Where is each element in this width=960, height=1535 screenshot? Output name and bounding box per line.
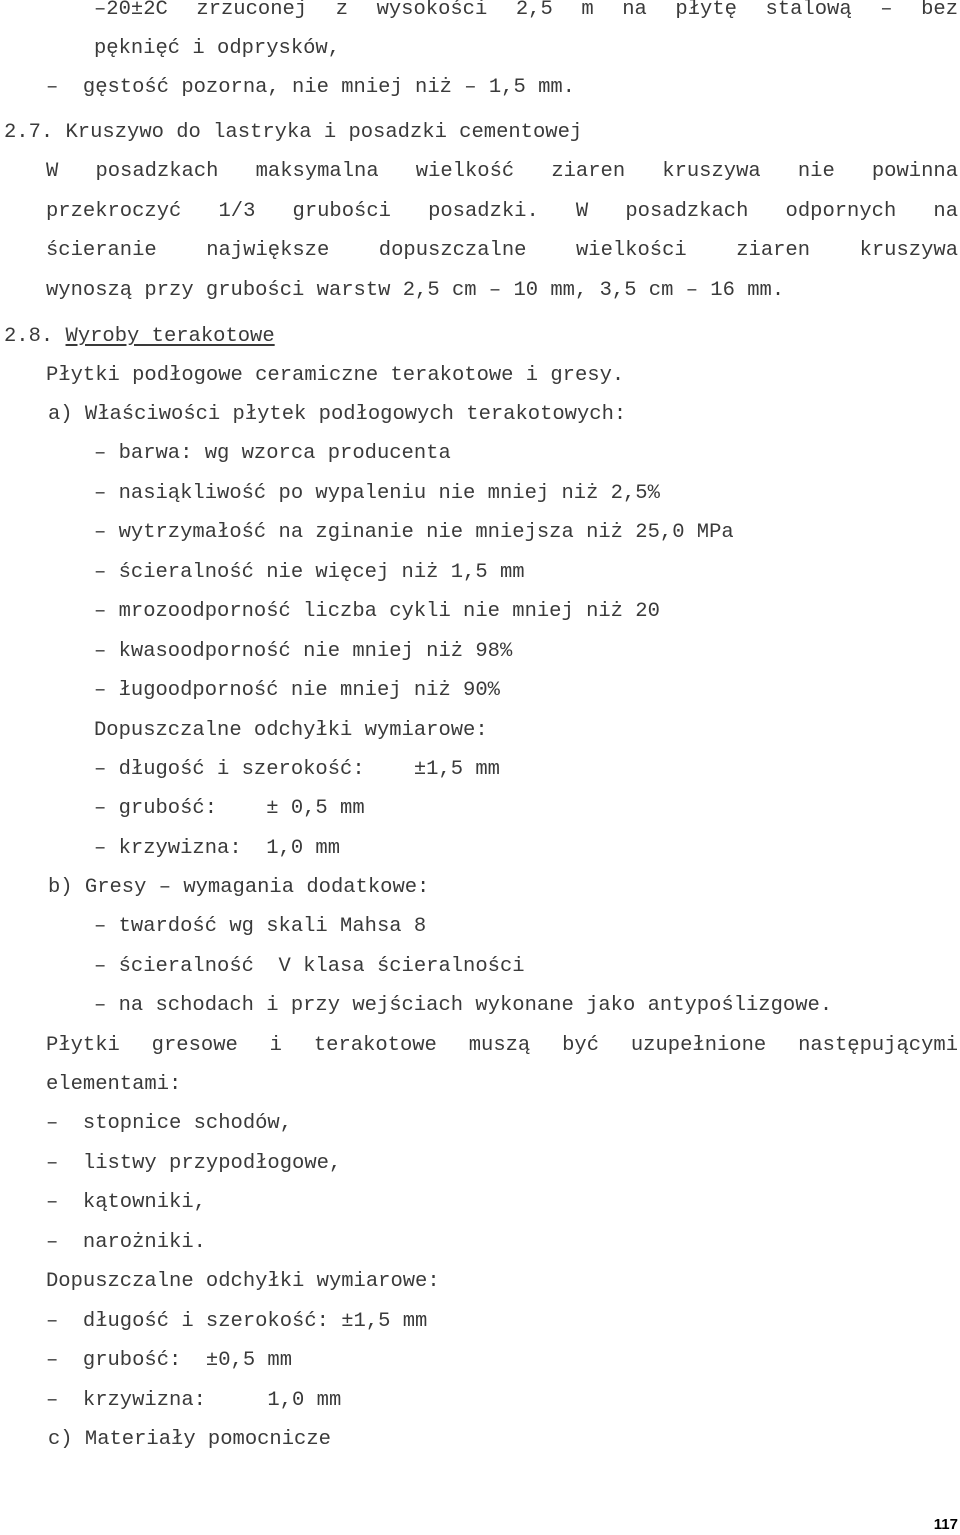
b-item: – ścieralność V klasa ścieralności [94,955,525,978]
elements-item: – stopnice schodów, [46,1112,293,1135]
section-2-8-heading [4,325,275,349]
b-item: – na schodach i przy wejściach wykonane jako antypoślizgowe. [94,994,833,1017]
a-item: – wytrzymałość na zginanie nie mniejsza niż 25,0 MPa [94,521,734,544]
b-title: b) Gresy – wymagania dodatkowe: [48,876,430,899]
page-number: 117 [933,1516,958,1533]
tolerances-title: Dopuszczalne odchyłki wymiarowe: [46,1270,440,1293]
section-2-8-title: Wyroby terakotowe [65,325,275,348]
prev-line-2: pęknięć i odprysków, [94,37,341,60]
a-item: – ścieralność nie więcej niż 1,5 mm [94,561,525,584]
c-title: c) Materiały pomocnicze [48,1428,331,1451]
elements-item: – narożniki. [46,1231,206,1254]
a-item: – ługoodporność nie mniej niż 90% [94,679,500,702]
section-2-7-line-3: ścieranie największe dopuszczalne wielkości ziaren kruszywa [46,239,958,262]
a-tolerance-item: – grubość: ± 0,5 mm [94,797,365,820]
elements-item: – kątowniki, [46,1191,206,1214]
a-tolerances-title: Dopuszczalne odchyłki wymiarowe: [94,719,488,742]
a-item: – nasiąkliwość po wypaleniu nie mniej niż 2,5% [94,482,660,505]
a-tolerance-item: – krzywizna: 1,0 mm [94,837,341,860]
section-2-8-intro: Płytki podłogowe ceramiczne terakotowe i gresy. [46,364,625,387]
section-2-7-line-4: wynoszą przy grubości warstw 2,5 cm – 10 mm, 3,5 cm – 16 mm. [46,279,785,302]
prev-line-3: – gęstość pozorna, nie mniej niż – 1,5 mm. [46,76,575,99]
elements-line-1: Płytki gresowe i terakotowe muszą być uzupełnione następującymi [46,1034,958,1057]
a-item: – barwa: wg wzorca producenta [94,442,451,465]
elements-line-2: elementami: [46,1073,182,1096]
tolerance-item: – długość i szerokość: ±1,5 mm [46,1310,428,1333]
tolerance-item: – krzywizna: 1,0 mm [46,1389,342,1412]
prev-line-1: –20±2C zrzuconej z wysokości 2,5 m na płytę stalową – bez [94,0,958,21]
a-title: a) Właściwości płytek podłogowych terakotowych: [48,403,627,426]
elements-item: – listwy przypodłogowe, [46,1152,342,1175]
b-item: – twardość wg skali Mahsa 8 [94,915,427,938]
a-item: – kwasoodporność nie mniej niż 98% [94,640,513,663]
section-2-7-heading: 2.7. Kruszywo do lastryka i posadzki cementowej [4,121,583,144]
section-2-7-line-1: W posadzkach maksymalna wielkość ziaren kruszywa nie powinna [46,160,958,183]
section-2-7-line-2: przekroczyć 1/3 grubości posadzki. W posadzkach odpornych na [46,200,958,223]
a-tolerance-item: – długość i szerokość: ±1,5 mm [94,758,500,781]
tolerance-item: – grubość: ±0,5 mm [46,1349,293,1372]
a-item: – mrozoodporność liczba cykli nie mniej niż 20 [94,600,660,623]
section-2-8-number: 2.8. [4,325,54,348]
